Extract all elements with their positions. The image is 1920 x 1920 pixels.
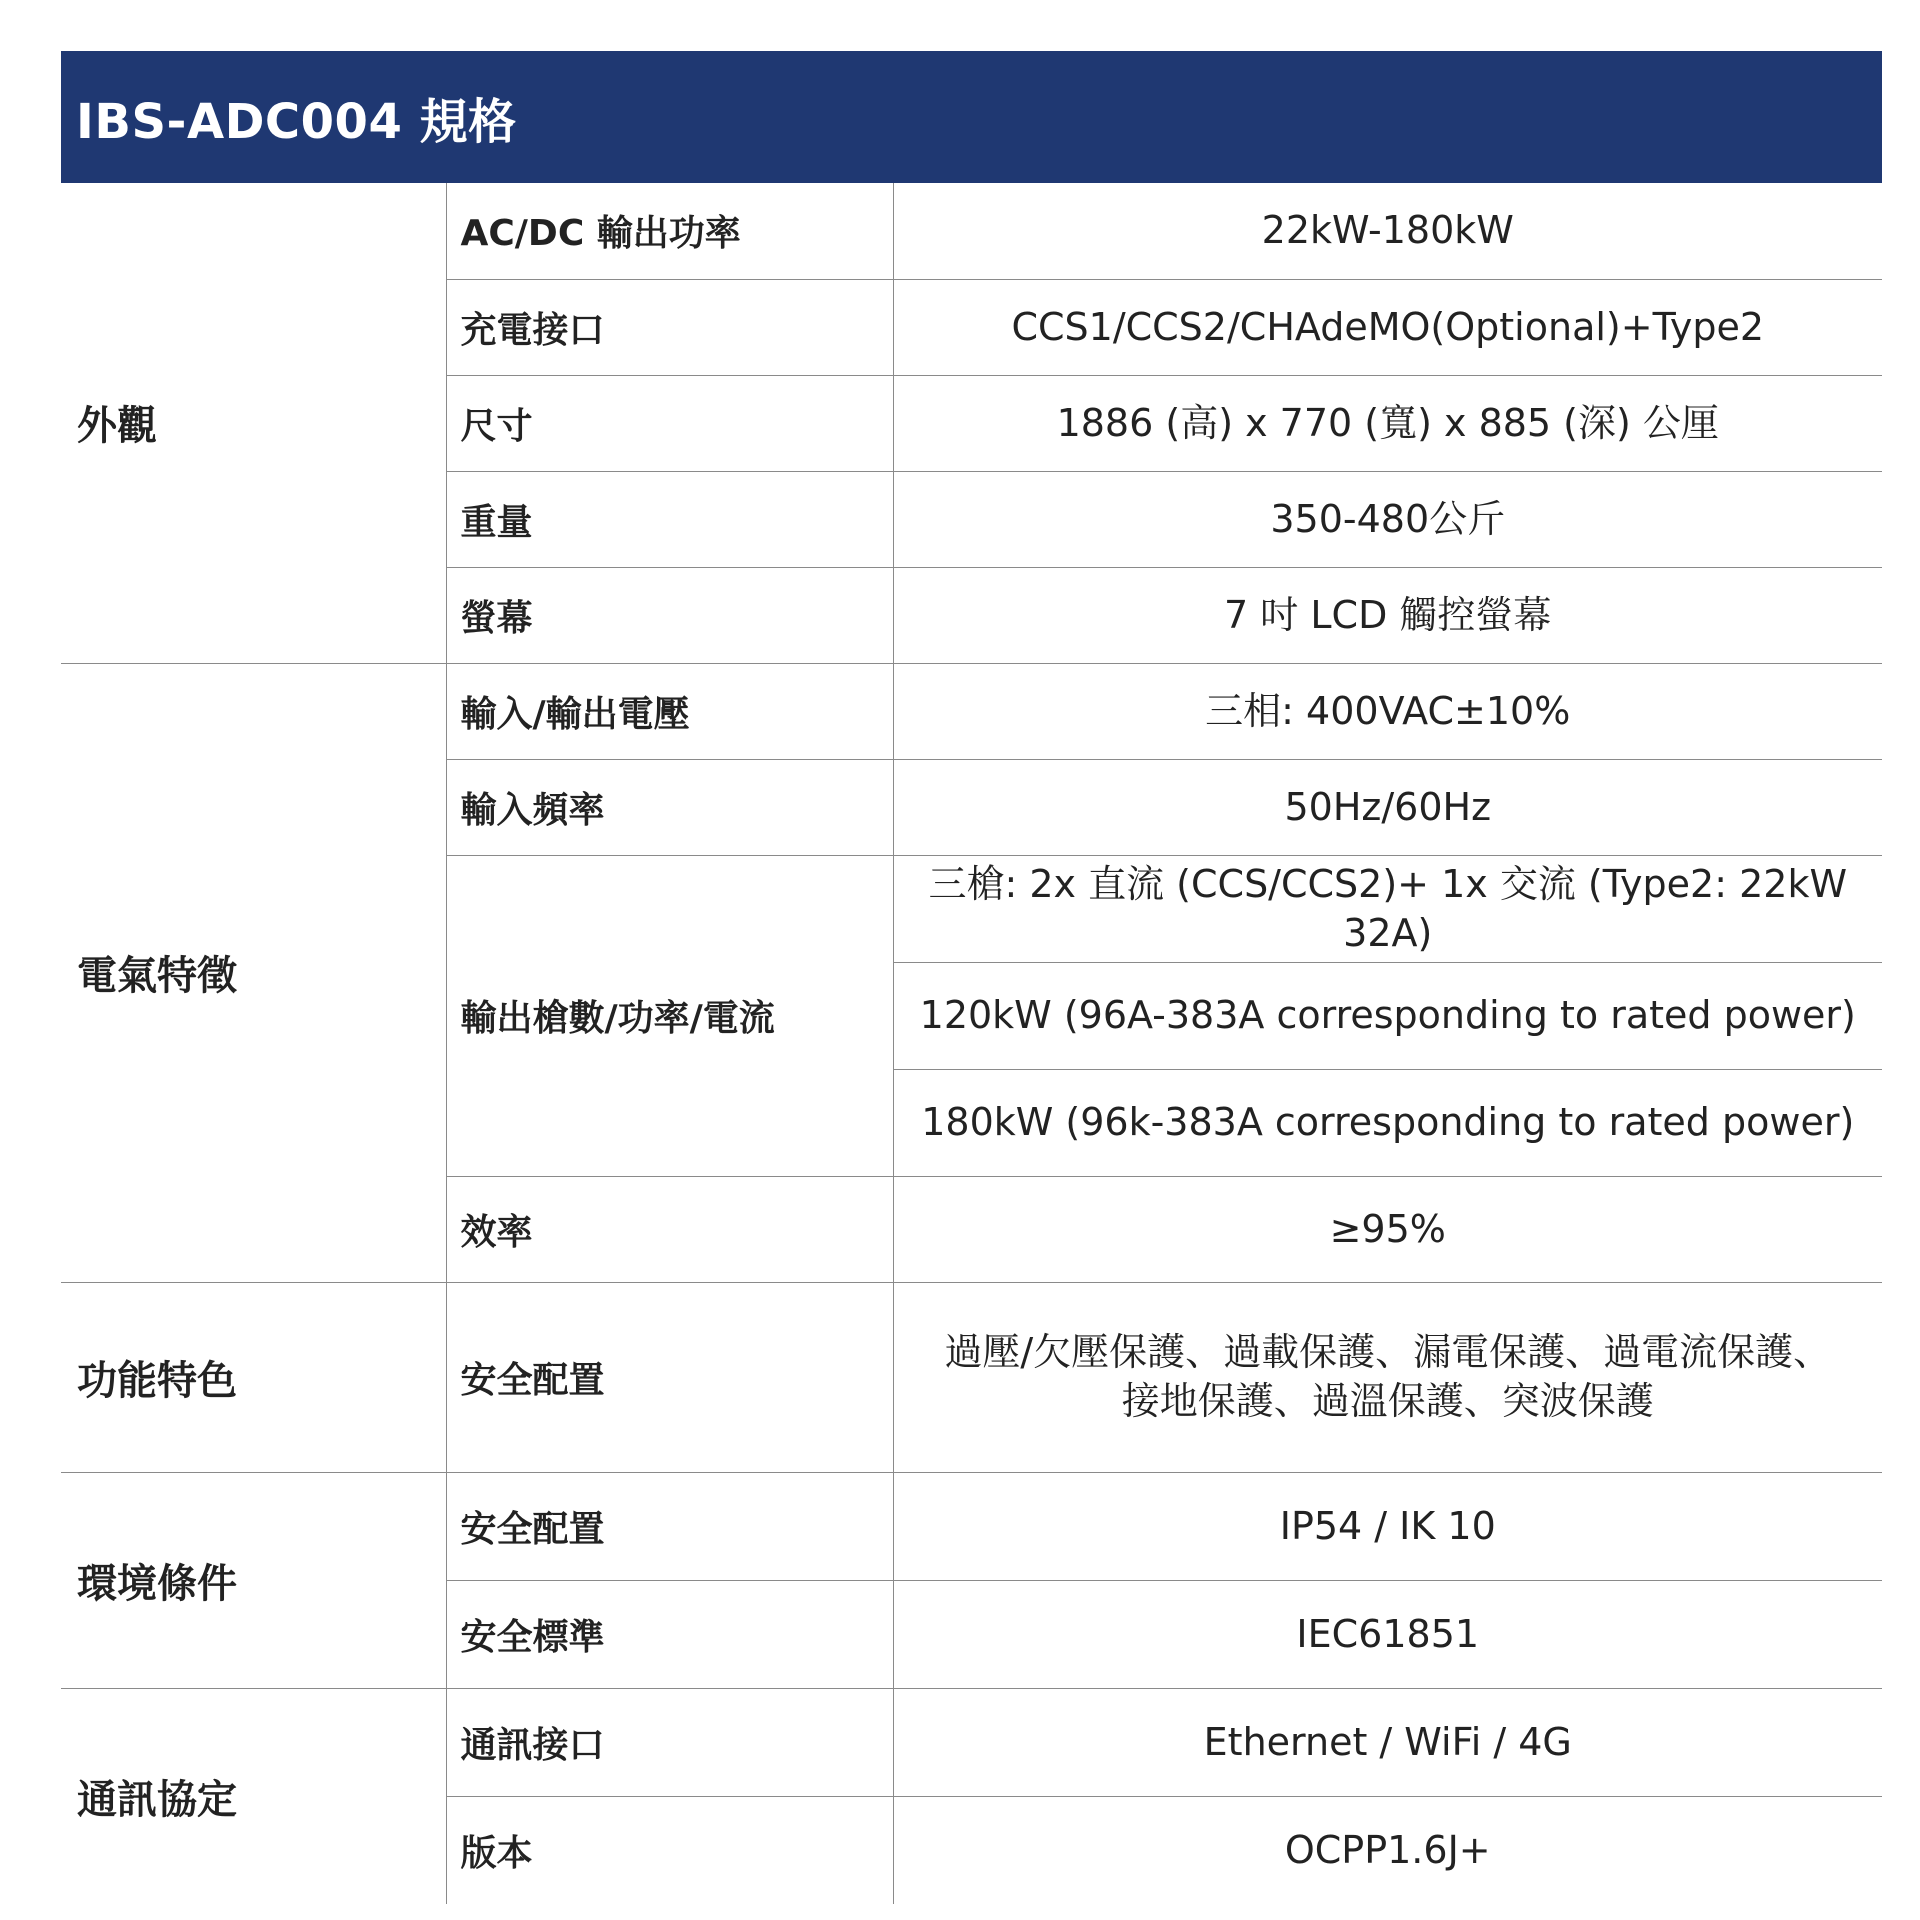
category-environment: 環境條件 [61, 1472, 446, 1688]
row-value: 22kW-180kW [893, 183, 1882, 279]
row-label: 輸出槍數/功率/電流 [446, 855, 893, 1176]
row-label: 螢幕 [446, 567, 893, 663]
value-line: 接地保護、過溫保護、突波保護 [1121, 1379, 1654, 1423]
row-label: 重量 [446, 471, 893, 567]
category-features: 功能特色 [61, 1282, 446, 1472]
row-label: AC/DC 輸出功率 [446, 183, 893, 279]
row-label: 輸入頻率 [446, 759, 893, 855]
category-communication: 通訊協定 [61, 1688, 446, 1904]
row-value: 120kW (96A-383A corresponding to rated power) [893, 962, 1882, 1069]
row-value: 7 吋 LCD 觸控螢幕 [893, 567, 1882, 663]
row-value: CCS1/CCS2/CHAdeMO(Optional)+Type2 [893, 279, 1882, 375]
category-electrical: 電氣特徵 [61, 663, 446, 1282]
row-value: 三相: 400VAC±10% [893, 663, 1882, 759]
spec-title: IBS-ADC004 規格 [76, 93, 517, 150]
table-row [61, 183, 1882, 279]
row-label: 安全配置 [446, 1282, 893, 1472]
table-row [61, 1472, 1882, 1580]
row-label: 輸入/輸出電壓 [446, 663, 893, 759]
row-value: Ethernet / WiFi / 4G [893, 1688, 1882, 1796]
spec-sheet [61, 51, 1882, 1904]
row-label: 效率 [446, 1176, 893, 1282]
row-label: 安全配置 [446, 1472, 893, 1580]
row-value: 三槍: 2x 直流 (CCS/CCS2)+ 1x 交流 (Type2: 22kW 32A) [893, 855, 1882, 962]
spec-header [61, 51, 1882, 183]
row-value: ≥95% [893, 1176, 1882, 1282]
table-row [61, 1688, 1882, 1796]
row-label: 尺寸 [446, 375, 893, 471]
category-appearance: 外觀 [61, 183, 446, 663]
row-value: 1886 (高) x 770 (寬) x 885 (深) 公厘 [893, 375, 1882, 471]
table-row [61, 663, 1882, 759]
row-label: 充電接口 [446, 279, 893, 375]
row-value [893, 1282, 1882, 1472]
row-value: IP54 / IK 10 [893, 1472, 1882, 1580]
row-value: 180kW (96k-383A corresponding to rated power) [893, 1069, 1882, 1176]
row-label: 版本 [446, 1796, 893, 1904]
row-label: 安全標準 [446, 1580, 893, 1688]
row-value: 350-480公斤 [893, 471, 1882, 567]
row-label: 通訊接口 [446, 1688, 893, 1796]
value-line: 過壓/欠壓保護、過載保護、漏電保護、過電流保護、 [944, 1330, 1832, 1375]
row-value: IEC61851 [893, 1580, 1882, 1688]
row-value: 50Hz/60Hz [893, 759, 1882, 855]
row-value: OCPP1.6J+ [1284, 1827, 1491, 1872]
table-row [61, 1282, 1882, 1472]
spec-table [61, 183, 1882, 1904]
